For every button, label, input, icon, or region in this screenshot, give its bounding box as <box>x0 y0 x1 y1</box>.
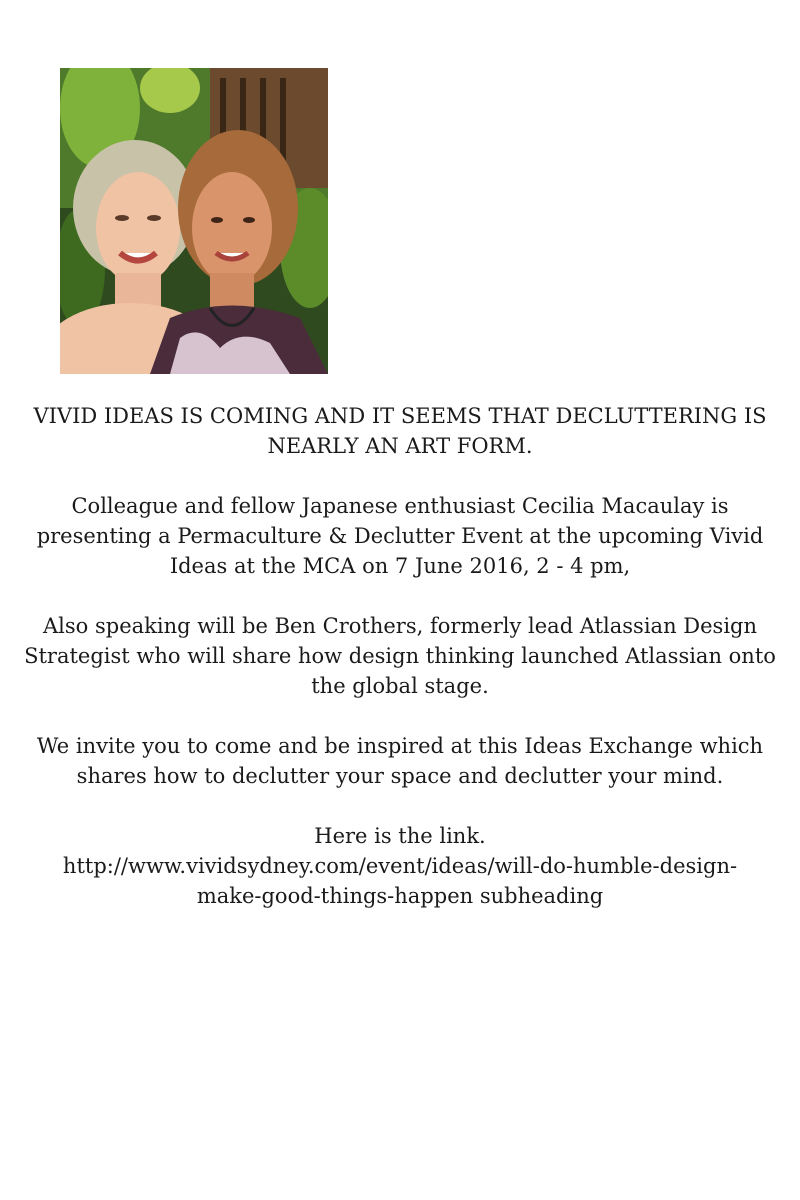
paragraph-line: the global stage. <box>311 674 489 698</box>
portrait-photo <box>60 68 328 374</box>
link-intro: Here is the link. <box>314 824 486 848</box>
paragraph-line: shares how to declutter your space and declutter your mind. <box>76 764 724 788</box>
article-body <box>0 401 800 941</box>
link-section <box>0 821 800 911</box>
paragraph-line: We invite you to come and be inspired at this Ideas Exchange which <box>36 734 764 758</box>
headline-line: VIVID IDEAS IS COMING AND IT SEEMS THAT DECLUTTERING IS <box>33 404 767 428</box>
paragraph-speaker <box>0 611 800 701</box>
paragraph-line: Ideas at the MCA on 7 June 2016, 2 - 4 pm, <box>169 554 631 578</box>
headline-line: NEARLY AN ART FORM. <box>267 434 533 458</box>
event-link[interactable]: http://www.vividsydney.com/event/ideas/will-do-humble-design- <box>62 854 738 878</box>
paragraph-line: Also speaking will be Ben Crothers, formerly lead Atlassian Design <box>43 614 757 638</box>
paragraph-event <box>0 491 800 581</box>
paragraph-line: presenting a Permaculture & Declutter Event at the upcoming Vivid <box>36 524 764 548</box>
paragraph-line: Colleague and fellow Japanese enthusiast Cecilia Macaulay is <box>71 494 729 518</box>
headline <box>0 401 800 461</box>
paragraph-line: Strategist who will share how design thinking launched Atlassian onto <box>24 644 776 668</box>
paragraph-invitation <box>0 731 800 791</box>
event-link[interactable]: make-good-things-happen subheading <box>196 884 604 908</box>
